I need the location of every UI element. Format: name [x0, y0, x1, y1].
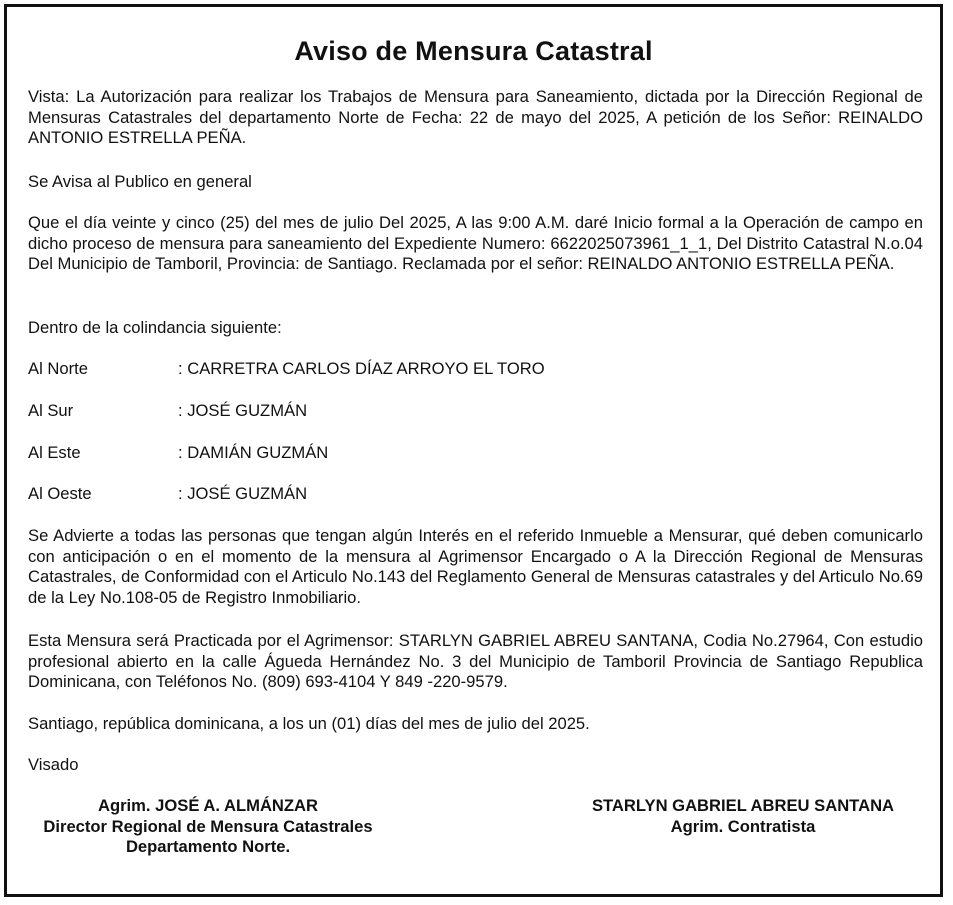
- boundary-value: : JOSÉ GUZMÁN: [178, 484, 308, 503]
- boundary-north: [28, 359, 545, 380]
- signature-left-title: Director Regional de Mensura Catastrales: [43, 816, 373, 836]
- boundary-value: : CARRETRA CARLOS DÍAZ ARROYO EL TORO: [178, 359, 545, 378]
- boundary-west: [28, 484, 307, 505]
- boundary-direction: Al Norte: [28, 359, 88, 378]
- visado-label: Visado: [28, 755, 79, 774]
- notice-box: [4, 4, 943, 897]
- boundary-direction: Al Oeste: [28, 484, 92, 503]
- signature-right-name: STARLYN GABRIEL ABREU SANTANA: [591, 796, 895, 815]
- paragraph-inicio: Que el día veinte y cinco (25) del mes de julio Del 2025, A las 9:00 A.M. daré Inicio formal a la Operación de campo en dicho proceso de mensura para saneamiento del Expediente Numero: 6622025073961_1_1, Del Distrito Catastral N.o.04 Del Municipio de Tamboril, Provincia: de Santiago. Reclamada por el señor: REINALDO ANTONIO ESTRELLA PEÑA.: [28, 213, 923, 273]
- signature-left: [28, 796, 388, 858]
- signature-left-name: Agrim. JOSÉ A. ALMÁNZAR: [97, 796, 319, 815]
- paragraph-fecha: Santiago, república dominicana, a los un (01) días del mes de julio del 2025.: [28, 714, 590, 733]
- boundary-direction: Al Sur: [28, 401, 74, 420]
- paragraph-advertencia: Se Advierte a todas las personas que tengan algún Interés en el referido Inmueble a Mensurar, qué deben comunicarlo con anticipación o en el momento de la mensura al Agrimensor Encargado o A la Dirección Regional de Mensuras Catastrales, de Conformidad con el Articulo No.143 del Reglamento General de Mensuras catastrales y del Articulo No.69 de la Ley No.108-05 de Registro Inmobiliario.: [28, 526, 923, 607]
- boundary-value: : JOSÉ GUZMÁN: [178, 401, 308, 420]
- boundary-direction: Al Este: [28, 443, 81, 462]
- notice-title: Aviso de Mensura Catastral: [294, 36, 653, 66]
- signature-left-department: Departamento Norte.: [125, 837, 291, 856]
- paragraph-vista: Vista: La Autorización para realizar los Trabajos de Mensura para Saneamiento, dictada por la Dirección Regional de Mensuras Catastrales del departamento Norte de Fecha: 22 de mayo del 2025, A petición de los Señor: REINALDO ANTONIO ESTRELLA PEÑA.: [28, 87, 923, 147]
- signature-right: [573, 796, 913, 837]
- boundary-value: : DAMIÁN GUZMÁN: [178, 443, 329, 462]
- paragraph-aviso: Se Avisa al Publico en general: [28, 172, 252, 191]
- paragraph-agrimensor: Esta Mensura será Practicada por el Agrimensor: STARLYN GABRIEL ABREU SANTANA, Codia No.27964, Con estudio profesional abierto en la calle Águeda Hernández No. 3 del Municipio de Tamboril Provincia de Santiago Republica Dominicana, con Teléfonos No. (809) 693-4104 Y 849 -220-9579.: [28, 631, 923, 691]
- boundary-east: [28, 443, 328, 464]
- signature-right-title: Agrim. Contratista: [670, 816, 816, 836]
- boundary-south: [28, 401, 307, 422]
- paragraph-colindancia: Dentro de la colindancia siguiente:: [28, 318, 282, 337]
